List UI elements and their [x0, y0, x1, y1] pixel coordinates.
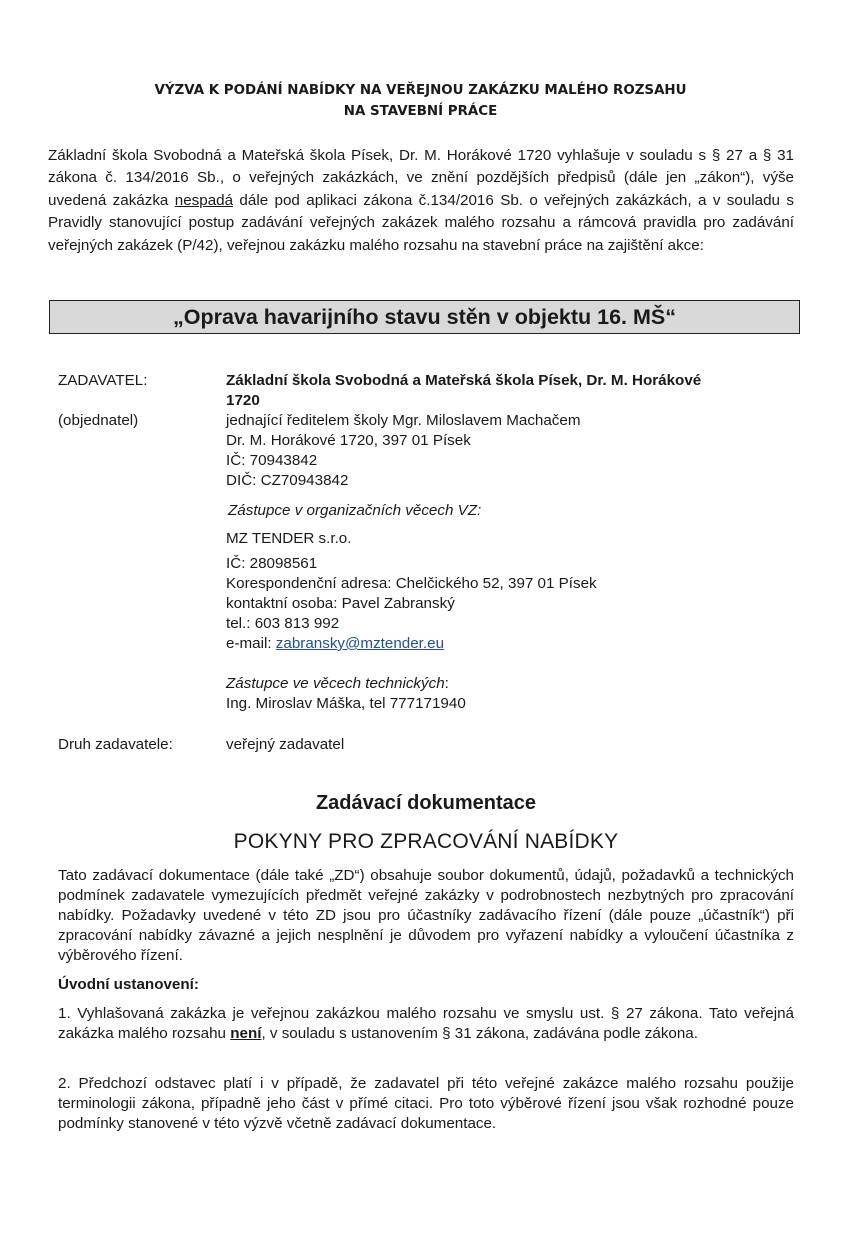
contracting-name-line2: 1720: [226, 392, 260, 409]
title-line-2: NA STAVEBNÍ PRÁCE: [343, 104, 498, 119]
provision-item-2: 2. Předchozí odstavec platí i v případě, že zadavatel při této veřejné zakázce malého rozsahu použije terminologii zákona, případně jeho část v přímé citaci. Pro toto výběrové řízení jsou však rozhodné pouze podmínky stanovené v této výzvě včetně zadávací dokumentace.: [58, 1075, 794, 1132]
authority-type-label: Druh zadavatele:: [58, 736, 173, 753]
org-tel: tel.: 603 813 992: [226, 615, 340, 632]
contracting-ic: IČ: 70943842: [226, 452, 318, 469]
provision-item-1: [58, 1004, 794, 1044]
title-line-1: VÝZVA K PODÁNÍ NABÍDKY NA VEŘEJNOU ZAKÁZKU MALÉHO ROZSAHU: [154, 83, 687, 98]
project-name-box: [49, 300, 800, 334]
contracting-representative: jednající ředitelem školy Mgr. Miloslavem Machačem: [226, 412, 581, 429]
tech-rep-heading-line: [226, 675, 449, 692]
document-title: [0, 80, 841, 122]
contracting-address: Dr. M. Horákové 1720, 397 01 Písek: [226, 432, 471, 449]
org-email-link[interactable]: zabransky@mztender.eu: [275, 635, 445, 652]
intro-paragraph: [48, 145, 794, 257]
provision-1-text-1: 1. Vyhlašovaná zakázka je veřejnou zakázkou malého rozsahu ve smyslu ust. § 27 zákona. Tato veřejná zakázka malého rozsahu: [58, 1005, 794, 1042]
intro-provisions-heading: Úvodní ustanovení:: [58, 976, 199, 993]
intro-text-2: dále pod aplikaci zákona č.134/2016 Sb. o veřejných zakázkách, a v souladu s Pravidly stanovující postup zadávání veřejných zakázek malého rozsahu a rámcová pravidla pro zadávání veřejných zakázek (P/42), veřejnou zakázku malého rozsahu na stavební práce na zajištění akce:: [48, 191, 794, 254]
project-name: „Oprava havarijního stavu stěn v objektu 16. MŠ“: [172, 304, 676, 329]
org-rep-heading: Zástupce v organizačních věcech VZ:: [228, 502, 482, 519]
authority-type-value: veřejný zadavatel: [226, 736, 345, 753]
provision-1-text-2: , v souladu s ustanovením § 31 zákona, zadávána podle zákona.: [261, 1025, 698, 1042]
org-address: Korespondenční adresa: Chelčického 52, 397 01 Písek: [226, 575, 597, 592]
intro-underlined: nespadá: [174, 191, 234, 209]
tech-rep-colon: :: [444, 675, 449, 692]
contracting-label: ZADAVATEL:: [58, 372, 148, 389]
provision-1-emphasis: není: [230, 1025, 262, 1042]
org-email-label: e-mail:: [226, 635, 276, 652]
intro-text-1: Základní škola Svobodná a Mateřská škola Písek, Dr. M. Horákové 1720 vyhlašuje v souladu s § 27 a § 31 zákona č. 134/2016 Sb., o veřejných zakázkách, ve znění pozdějších předpisů (dále jen „zákon“), výše uvedená zakázka: [48, 147, 794, 209]
tender-doc-subheading: POKYNY PRO ZPRACOVÁNÍ NABÍDKY: [233, 830, 619, 853]
org-email-line: [226, 635, 444, 652]
org-name: MZ TENDER s.r.o.: [226, 530, 352, 547]
org-ic: IČ: 28098561: [226, 555, 318, 572]
contracting-name-line1: Základní škola Svobodná a Mateřská škola Písek, Dr. M. Horákové: [226, 372, 702, 389]
tender-doc-heading: Zadávací dokumentace: [315, 792, 537, 814]
tender-doc-paragraph: Tato zadávací dokumentace (dále také „ZD“) obsahuje soubor dokumentů, údajů, požadavků a technických podmínek zadavatele vymezujících předmět veřejné zakázky v podrobnostech nezbytných pro zpracování nabídky. Požadavky uvedené v této ZD jsou pro účastníky zadávacího řízení (dále pouze „účastník“) při zpracování nabídky závazné a jejich nesplnění je důvodem pro vyřazení nabídky a vyloučení účastníka z výběrového řízení.: [58, 867, 794, 964]
org-contact: kontaktní osoba: Pavel Zabranský: [226, 595, 455, 612]
client-label: (objednatel): [58, 412, 139, 429]
tech-rep: Ing. Miroslav Máška, tel 777171940: [226, 695, 466, 712]
tech-rep-heading: Zástupce ve věcech technických: [226, 675, 445, 692]
contracting-dic: DIČ: CZ70943842: [226, 472, 349, 489]
